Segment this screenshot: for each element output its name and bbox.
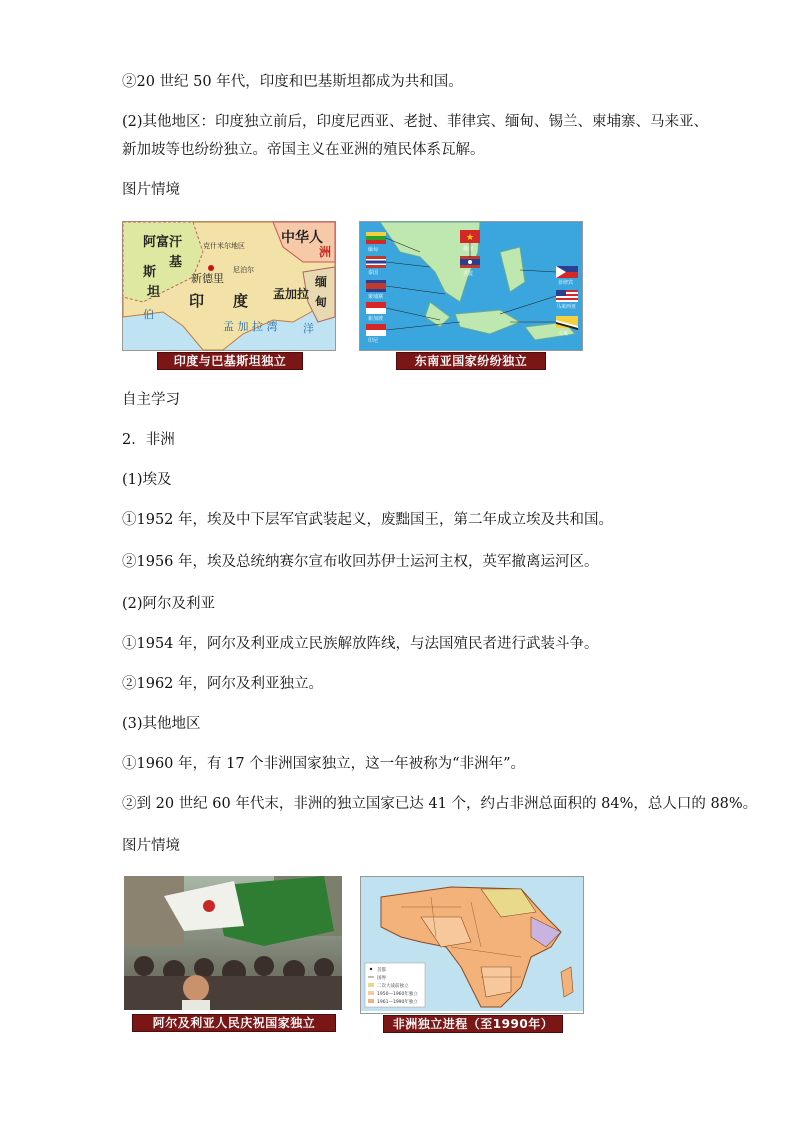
- label-philippines: 菲律宾: [558, 280, 574, 286]
- africa-map-svg: [361, 877, 583, 1011]
- subsection-other: (3)其他地区: [122, 716, 201, 732]
- flag-vietnam: [460, 230, 480, 243]
- label-indonesia: 印尼: [368, 338, 379, 344]
- legend-3: 二次大战前独立: [377, 984, 409, 989]
- flag-cambodia: [366, 280, 386, 292]
- legend-4: 1950—1960年独立: [377, 992, 418, 997]
- label-myanmar: 缅甸: [368, 247, 379, 253]
- egypt-point-2: ②1956 年，埃及总统纳赛尔宣布收回苏伊士运河主权，英军撤离运河区。: [122, 554, 599, 570]
- label-zhou: 洲: [319, 245, 332, 259]
- africa-independence-map: [360, 876, 584, 1031]
- legend-1: 首都: [377, 968, 386, 973]
- heading-self-study: 自主学习: [122, 392, 180, 408]
- label-si: 斯: [143, 265, 157, 280]
- other-point-1: ①1960 年，有 17 个非洲国家独立，这一年被称为“非洲年”。: [122, 756, 526, 772]
- algeria-celebration-photo: [124, 876, 342, 1030]
- flag-indonesia: [366, 324, 386, 336]
- legend-5: 1961—1990年独立: [377, 1000, 418, 1005]
- label-new-delhi: 新德里: [191, 272, 224, 285]
- label-laos: 老挝: [463, 271, 474, 277]
- label-thailand: 泰国: [368, 270, 379, 276]
- heading-picture-context-2: 图片情境: [122, 838, 180, 854]
- flag-philippines: [556, 266, 578, 278]
- paragraph-india-pakistan-republic: ②20 世纪 50 年代，印度和巴基斯坦都成为共和国。: [122, 74, 463, 90]
- label-dian1: 缅: [315, 275, 328, 289]
- label-tan: 坦: [147, 285, 161, 300]
- caption-southeast-asia: 东南亚国家纷纷独立: [396, 352, 546, 370]
- label-vietnam: 越南: [463, 246, 474, 252]
- label-brunei: 文莱: [558, 331, 569, 337]
- subsection-algeria: (2)阿尔及利亚: [122, 596, 216, 612]
- india-map-svg: [123, 222, 335, 350]
- paragraph-other-asia: (2)其他地区：印度独立前后，印度尼西亚、老挝、菲律宾、缅甸、锡兰、柬埔寨、马来亚、新加坡等也纷纷独立。帝国主义在亚洲的殖民体系瓦解。: [122, 114, 709, 158]
- egypt-point-1: ①1952 年，埃及中下层军官武装起义，废黜国王，第二年成立埃及共和国。: [122, 512, 614, 528]
- flag-malaysia: [556, 290, 578, 302]
- subsection-egypt: (1)埃及: [122, 472, 172, 488]
- label-bay-of-bengal: 孟 加 拉 湾: [223, 320, 278, 333]
- other-point-2: ②到 20 世纪 60 年代末，非洲的独立国家已达 41 个，约占非洲总面积的 84%，总人口的 88%。: [122, 796, 758, 812]
- southeast-asia-map: [359, 221, 583, 368]
- label-ocean-left: 伯: [143, 308, 154, 321]
- caption-india-pakistan: 印度与巴基斯坦独立: [157, 352, 303, 370]
- caption-africa: 非洲独立进程（至1990年）: [383, 1015, 563, 1033]
- face: [183, 975, 209, 1001]
- flag-myanmar: [366, 232, 386, 244]
- label-yin: 印: [189, 292, 205, 310]
- label-ji: 基: [169, 255, 183, 270]
- label-sea: 洋: [303, 322, 314, 335]
- heading-picture-context-1: 图片情境: [122, 182, 180, 198]
- label-singapore: 新加坡: [368, 316, 384, 322]
- label-malaysia: 马来西亚: [556, 304, 577, 310]
- flag-singapore: [366, 302, 386, 314]
- flag-brunei: [556, 316, 578, 330]
- label-dian2: 甸: [315, 295, 328, 309]
- sea-map-svg: [360, 222, 582, 350]
- flag-laos: [460, 256, 480, 268]
- label-afghanistan: 阿富汗: [143, 235, 183, 250]
- label-bangladesh: 孟加拉: [273, 287, 310, 301]
- caption-algeria: 阿尔及利亚人民庆祝国家独立: [132, 1014, 336, 1032]
- label-nepal: 尼泊尔: [233, 266, 254, 274]
- algeria-point-1: ①1954 年，阿尔及利亚成立民族解放阵线，与法国殖民者进行武装斗争。: [122, 636, 599, 652]
- label-du: 度: [233, 292, 249, 310]
- label-china: 中华人: [281, 230, 323, 246]
- india-pakistan-map: [122, 221, 336, 368]
- algeria-photo-svg: [124, 876, 342, 1010]
- label-kashmir: 克什米尔地区: [203, 242, 245, 250]
- label-cambodia: 柬埔寨: [368, 294, 384, 300]
- legend-2: 国界: [377, 976, 386, 981]
- flag-thailand: [366, 256, 386, 268]
- capital-dot: [208, 265, 214, 271]
- section-africa: 2．非洲: [122, 432, 175, 448]
- algeria-point-2: ②1962 年，阿尔及利亚独立。: [122, 676, 324, 692]
- svg-text:★: ★: [466, 233, 475, 243]
